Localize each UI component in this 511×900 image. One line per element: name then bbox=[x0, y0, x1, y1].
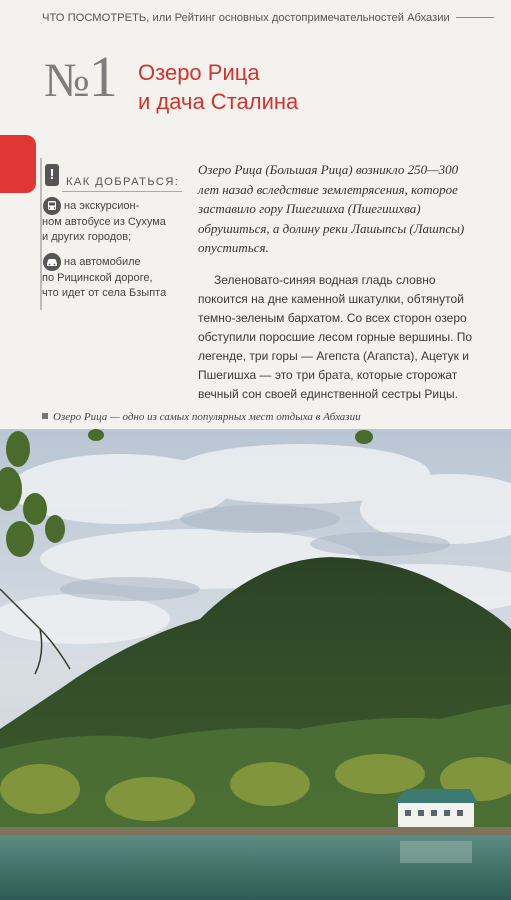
bus-line-2: ном автобусе из Сухума bbox=[42, 215, 166, 228]
number-sign: № bbox=[44, 54, 89, 107]
house-reflection bbox=[400, 841, 472, 863]
title-line-2: и дача Сталина bbox=[138, 89, 299, 114]
how-to-get-heading: КАК ДОБРАТЬСЯ: bbox=[66, 176, 180, 188]
transport-item-bus bbox=[42, 199, 182, 246]
page-title bbox=[138, 58, 298, 116]
car-line-3: что идет от села Бзыпта bbox=[42, 287, 167, 299]
title-line-1: Озеро Рица bbox=[138, 60, 260, 85]
transport-item-car bbox=[42, 255, 182, 302]
header-text: ЧТО ПОСМОТРЕТЬ, или Рейтинг основных достопримечательностей Абхазии bbox=[42, 12, 450, 24]
bus-line-1: на экскурсион- bbox=[64, 200, 140, 212]
photo-caption bbox=[42, 411, 502, 423]
rank-number bbox=[44, 44, 117, 109]
heading-rule bbox=[62, 191, 182, 192]
caption-text: Озеро Рица — одно из самых популярных мест отдыха в Абхазии bbox=[53, 411, 361, 423]
exclamation-icon: ! bbox=[45, 164, 59, 186]
lakeside-house bbox=[394, 789, 478, 827]
lake-ritsa-photo bbox=[0, 429, 511, 900]
bus-line-3: и других городов; bbox=[42, 231, 132, 243]
red-tab-marker bbox=[0, 135, 36, 193]
number-value: 1 bbox=[88, 44, 117, 109]
car-line-1: на автомобиле bbox=[64, 256, 141, 268]
header-rule bbox=[456, 17, 494, 18]
car-line-2: по Рицинской дороге, bbox=[42, 271, 153, 284]
caption-square-icon bbox=[42, 413, 48, 419]
page-header bbox=[42, 9, 511, 27]
body-paragraph: Зеленовато-синяя водная гладь словно покоится на дне каменной шкатулки, обтянутой темно-зеленым бархатом. Со всех сторон озеро обступили поросшие лесом горные вершины. По легенде, три горы — Агепста (Агапста), Ацетук и Пшегишха — это три брата, которые сторожат вечный сон своей единственной сестры Рицы. bbox=[198, 273, 473, 401]
intro-paragraph: Озеро Рица (Большая Рица) возникло 250—300 лет назад вследствие землетрясения, которое заставило гору Пшегишха (Пшегишхва) обрушиться, а долину реки Лашыпсы (Лашпсы) опуститься. bbox=[198, 162, 465, 255]
